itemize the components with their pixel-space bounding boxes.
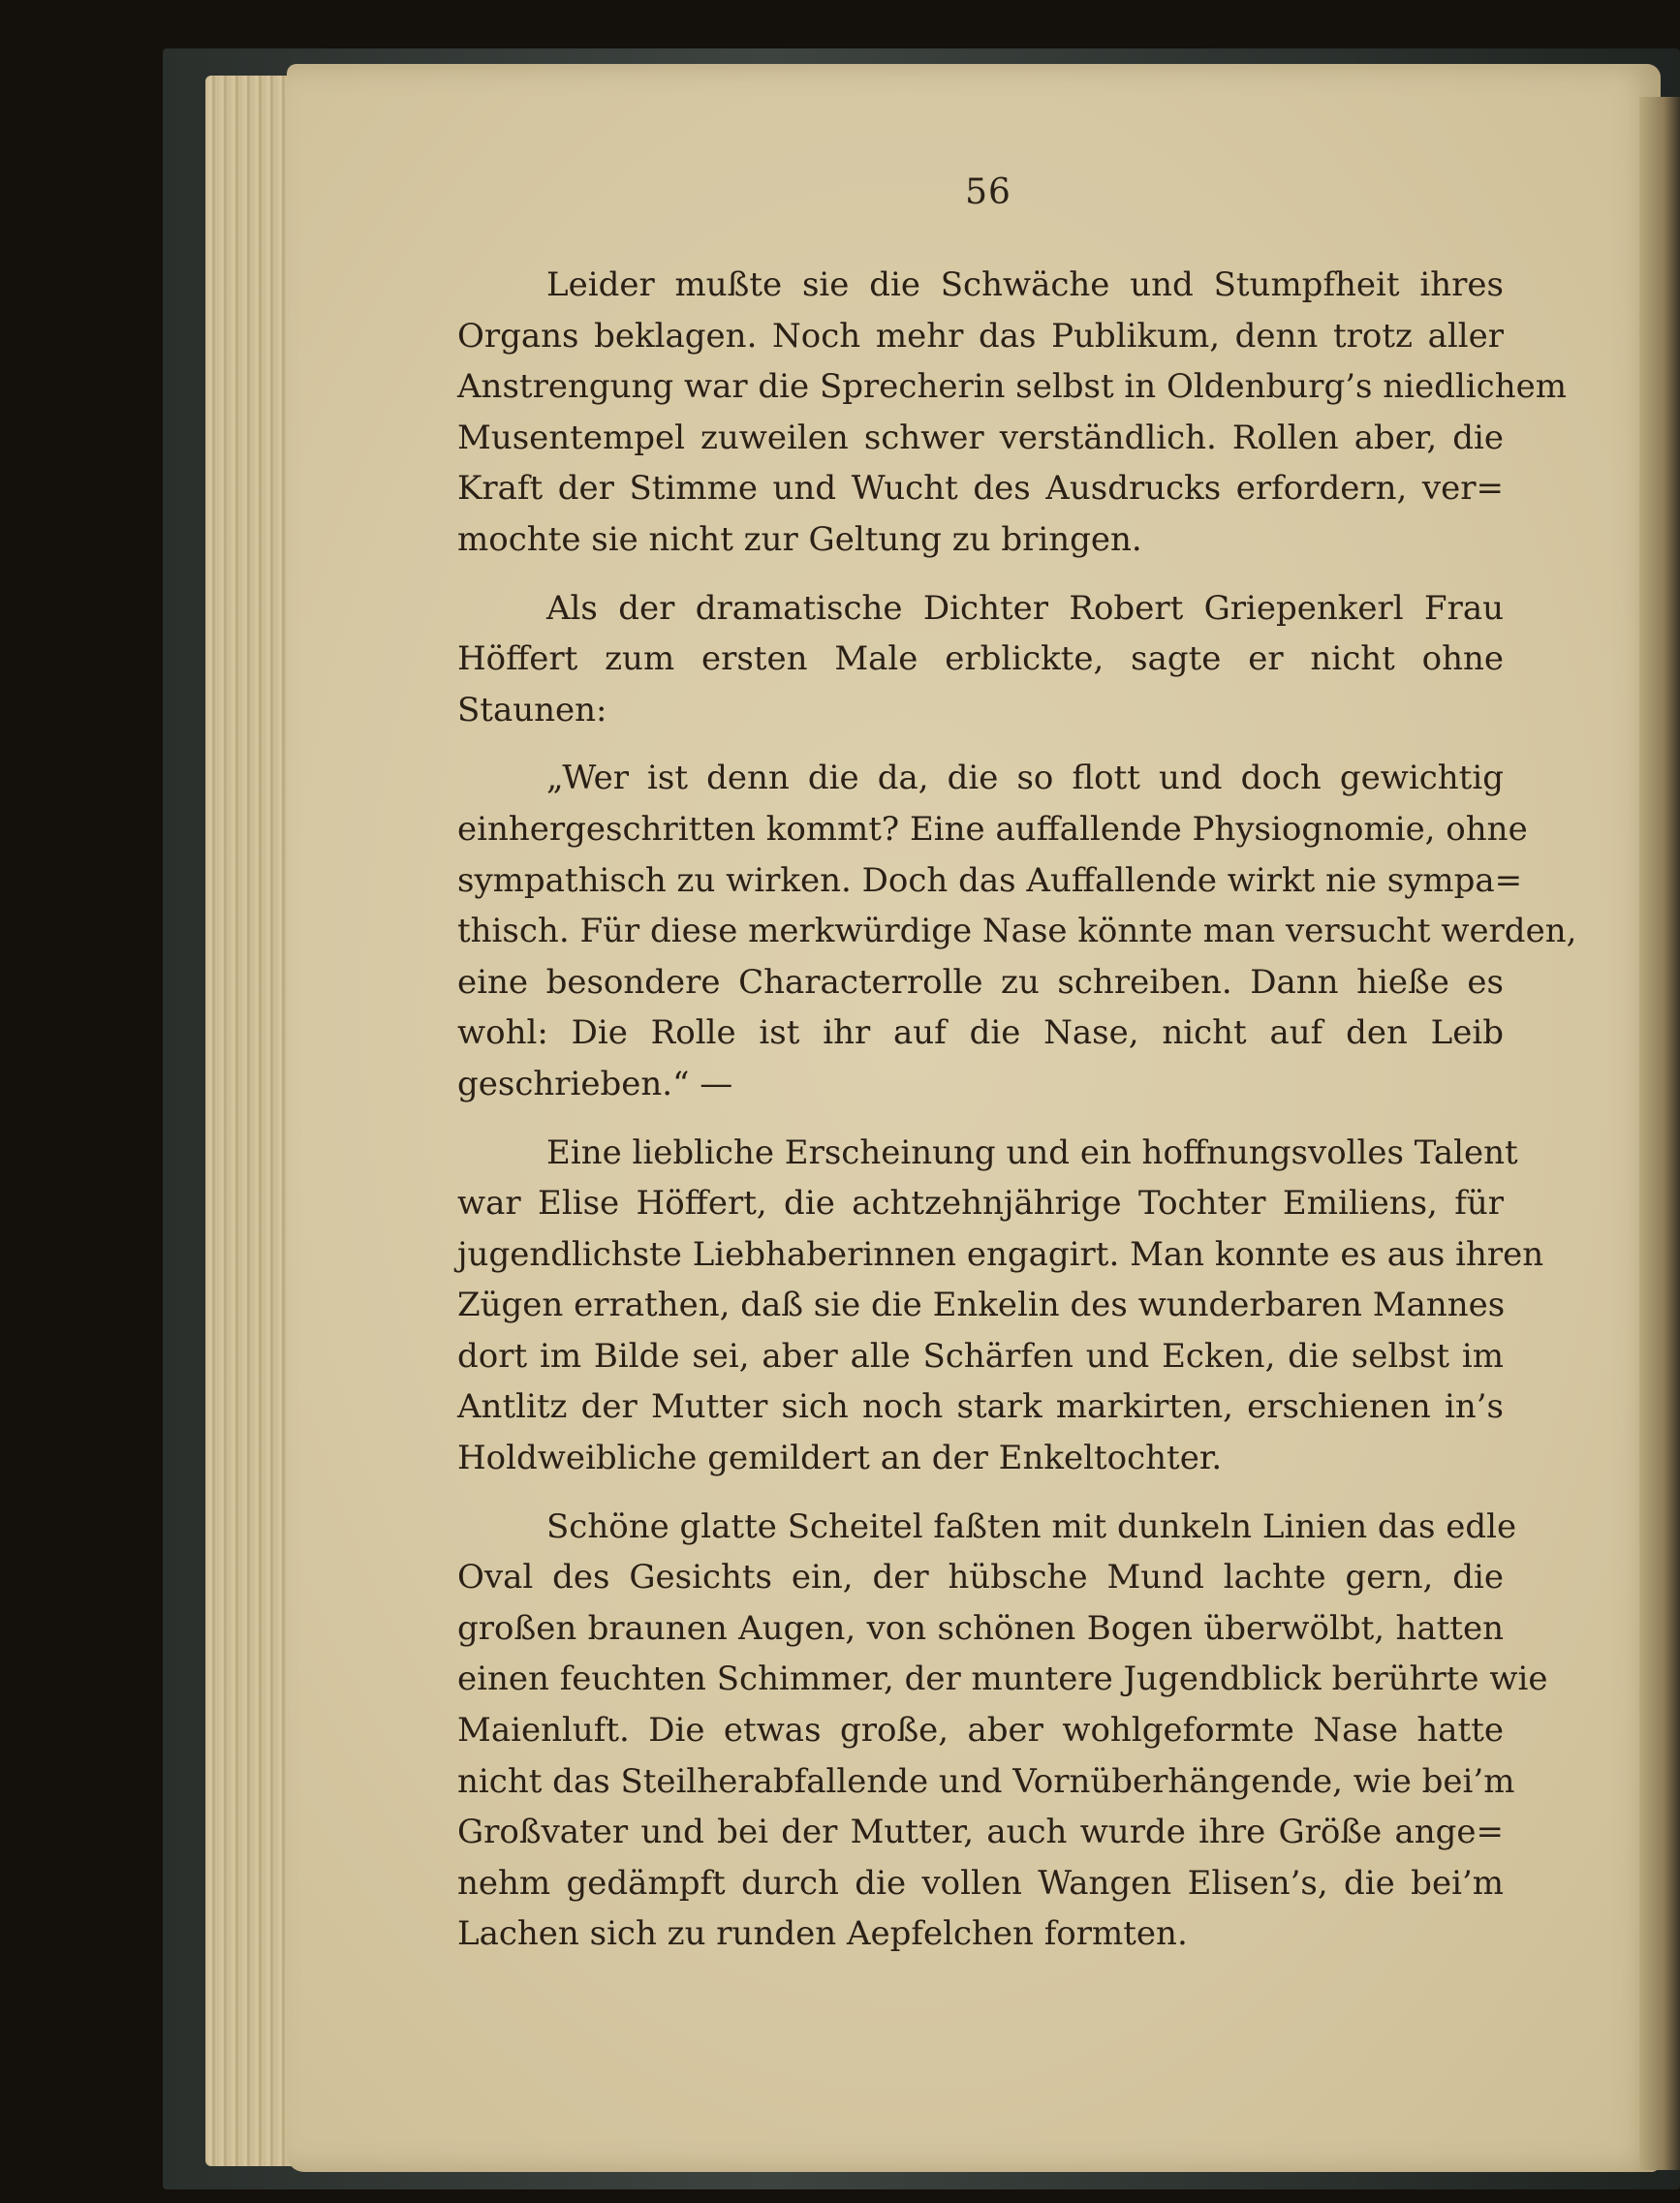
paragraph-1 xyxy=(457,260,1567,566)
text-line: Kraft der Stimme und Wucht des Ausdrucks erfordern, ver= xyxy=(457,469,1504,509)
text-line: Organs beklagen. Noch mehr das Publikum, denn trotz aller xyxy=(457,316,1504,356)
text-line: eine besondere Characterrolle zu schreiben. Dann hieße es xyxy=(457,962,1504,1002)
text-line: Antlitz der Mutter sich noch stark markirten, erschienen in’s xyxy=(457,1387,1504,1427)
text-line: mochte sie nicht zur Geltung zu bringen. xyxy=(457,519,1142,559)
text-line: geschrieben.“ — xyxy=(457,1064,733,1103)
paragraph-2 xyxy=(457,583,1504,736)
text-line: wohl: Die Rolle ist ihr auf die Nase, nicht auf den Leib xyxy=(457,1013,1504,1053)
text-line: Großvater und bei der Mutter, auch wurde ihre Größe ange= xyxy=(457,1813,1504,1852)
text-line: Anstrengung war die Sprecherin selbst in Oldenburg’s niedlichem xyxy=(457,367,1567,407)
body-text xyxy=(457,260,1577,1977)
text-line: sympathisch zu wirken. Doch das Auffallende wirkt nie sympa= xyxy=(457,860,1523,900)
paragraph-3-quote xyxy=(457,753,1577,1109)
text-line: Musentempel zuweilen schwer verständlich. Rollen aber, die xyxy=(457,418,1504,457)
text-line: „Wer ist denn die da, die so flott und doch gewichtig xyxy=(546,759,1504,798)
paragraph-5 xyxy=(457,1502,1548,1960)
text-line: Leider mußte sie die Schwäche und Stumpfheit ihres xyxy=(546,265,1504,304)
text-line: Oval des Gesichts ein, der hübsche Mund lachte gern, die xyxy=(457,1558,1504,1598)
text-line: Holdweibliche gemildert an der Enkeltochter. xyxy=(457,1439,1223,1478)
text-line: Als der dramatische Dichter Robert Griepenkerl Frau xyxy=(546,588,1504,628)
text-line: thisch. Für diese merkwürdige Nase könnte man versucht werden, xyxy=(457,912,1577,951)
text-line: Lachen sich zu runden Aepfelchen formten. xyxy=(457,1914,1188,1954)
text-line: nehm gedämpft durch die vollen Wangen Elisen’s, die bei’m xyxy=(457,1863,1504,1903)
text-line: dort im Bilde sei, aber alle Schärfen und Ecken, die selbst im xyxy=(457,1336,1504,1376)
text-line: Staunen: xyxy=(457,690,607,729)
text-line: nicht das Steilherabfallende und Vornüberhängende, wie bei’m xyxy=(457,1761,1515,1801)
text-line: Eine liebliche Erscheinung und ein hoffnungsvolles Talent xyxy=(546,1133,1518,1172)
text-line: einhergeschritten kommt? Eine auffallende Physiognomie, ohne xyxy=(457,809,1528,849)
book-gutter xyxy=(1639,97,1680,2170)
text-line: großen braunen Augen, von schönen Bogen überwölbt, hatten xyxy=(457,1608,1504,1648)
text-line: war Elise Höffert, die achtzehnjährige Tochter Emiliens, für xyxy=(457,1184,1504,1224)
text-line: Höffert zum ersten Male erblickte, sagte er nicht ohne xyxy=(457,639,1504,679)
page-number: 56 xyxy=(965,172,1011,212)
text-line: jugendlichste Liebhaberinnen engagirt. Man konnte es aus ihren xyxy=(457,1234,1544,1274)
paragraph-4 xyxy=(457,1128,1544,1484)
text-line: Schöne glatte Scheitel faßten mit dunkeln Linien das edle xyxy=(546,1506,1517,1546)
text-line: einen feuchten Schimmer, der muntere Jugendblick berührte wie xyxy=(457,1660,1548,1699)
text-line: Zügen errathen, daß sie die Enkelin des wunderbaren Mannes xyxy=(457,1286,1506,1325)
text-line: Maienluft. Die etwas große, aber wohlgeformte Nase hatte xyxy=(457,1711,1504,1751)
